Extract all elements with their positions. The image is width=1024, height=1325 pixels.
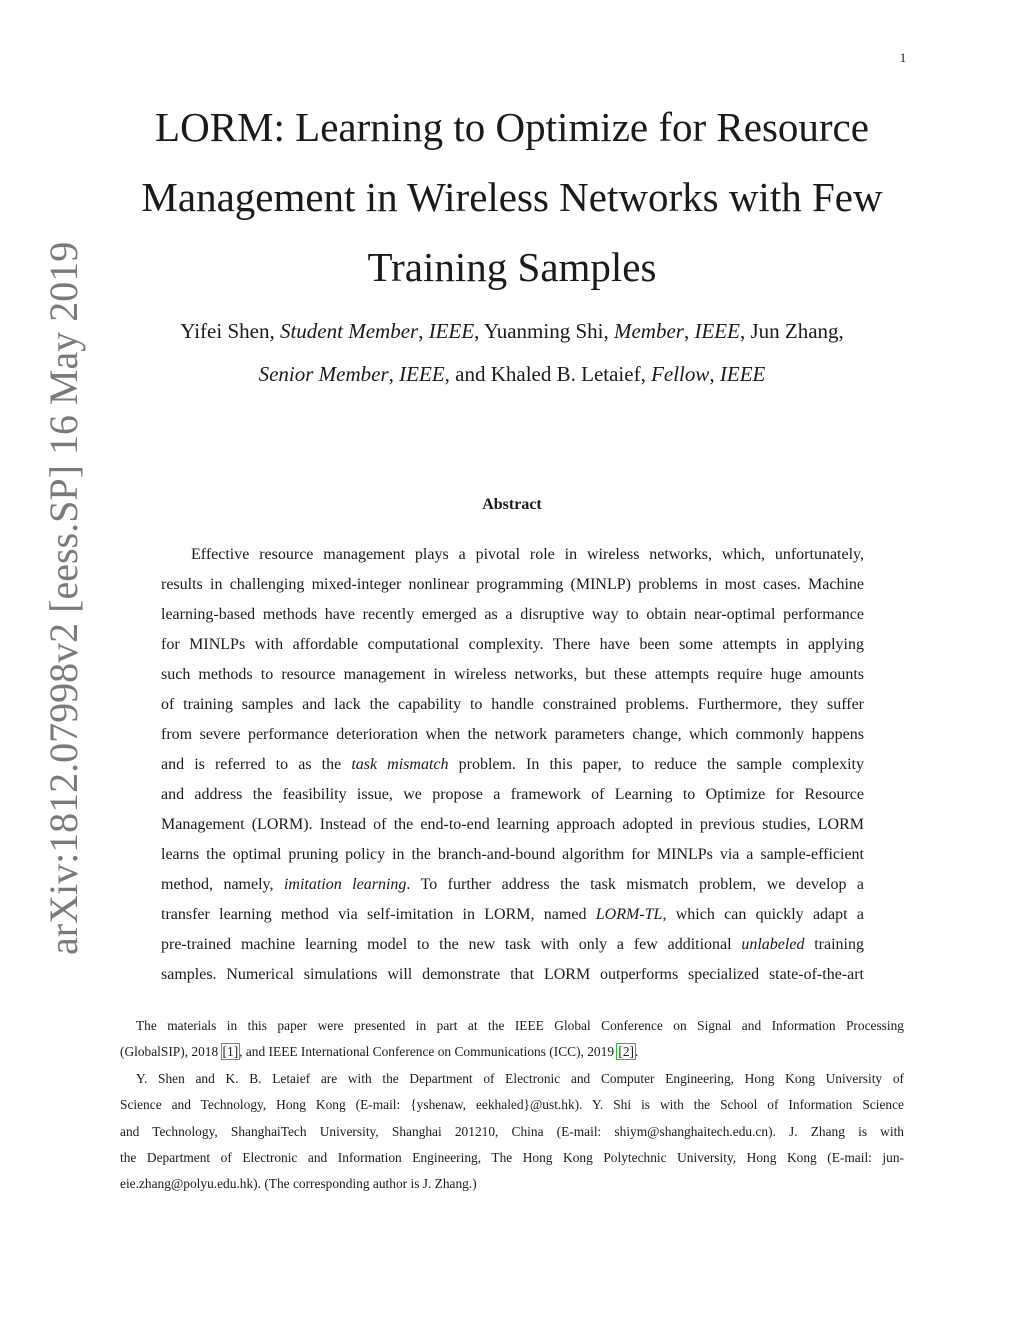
abstract-line: for MINLPs with affordable computational complexity. There have been some attempts in applying — [161, 636, 864, 653]
author-organization: IEEE — [399, 362, 445, 386]
author-line: Senior Member, IEEE, and Khaled B. Letaief, Fellow, IEEE — [258, 362, 766, 386]
abstract-line: of training samples and lack the capability to handle constrained problems. Furthermore, they suffer — [161, 696, 864, 713]
title-line: Training Samples — [367, 244, 657, 290]
footnote-line: eie.zhang@polyu.edu.hk). (The corresponding author is J. Zhang.) — [120, 1176, 477, 1192]
emphasis-term: LORM-TL — [595, 906, 663, 923]
author-membership: Member — [613, 319, 684, 343]
abstract-line — [161, 900, 864, 930]
footnote-line: the Department of Electronic and Information Engineering, The Hong Kong Polytechnic University, Hong Kong (E-mail: jun- — [120, 1149, 904, 1165]
abstract-text: pre-trained machine learning model to the new task with only a few additional — [161, 936, 742, 953]
author-organization: IEEE — [428, 319, 475, 343]
abstract-text: transfer learning method via self-imitation in LORM, named — [161, 906, 596, 923]
abstract-line: results in challenging mixed-integer nonlinear programming (MINLP) problems in most cases. Machine — [161, 576, 864, 593]
emphasis-term: unlabeled — [741, 936, 805, 953]
abstract-body — [161, 540, 864, 990]
paper-title — [112, 92, 912, 302]
author-name: , Jun Zhang, — [739, 319, 844, 343]
abstract-line: such methods to resource management in wireless networks, but these attempts require huge amounts — [161, 666, 864, 683]
author-name: Yifei Shen, — [180, 319, 280, 343]
citation-link[interactable]: [1] — [222, 1044, 239, 1060]
abstract-text: problem. In this paper, to reduce the sample complexity — [448, 756, 864, 773]
footnote-line: Science and Technology, Hong Kong (E-mail: {yshenaw, eekhaled}@ust.hk). Y. Shi is with the School of Information Science — [120, 1097, 904, 1113]
author-line: Yifei Shen, Student Member, IEEE, Yuanming Shi, Member, IEEE, Jun Zhang, — [180, 319, 844, 343]
footnote-text: , and IEEE International Conference on Communications (ICC), 2019 — [239, 1044, 618, 1060]
page-number: 1 — [899, 50, 907, 65]
title-line: Management in Wireless Networks with Few — [141, 174, 883, 220]
abstract-line: learning-based methods have recently emerged as a disruptive way to obtain near-optimal performance — [161, 606, 864, 623]
abstract-text: and is referred to as the — [161, 756, 352, 773]
title-line: LORM: Learning to Optimize for Resource — [155, 104, 869, 150]
footnotes — [120, 1013, 904, 1198]
author-membership: Student Member — [279, 319, 419, 343]
footnote-line — [120, 1039, 904, 1065]
abstract-text: method, namely, — [161, 876, 284, 893]
abstract-line: from severe performance deterioration when the network parameters change, which commonly happens — [161, 726, 864, 743]
author-name: , Yuanming Shi, — [474, 319, 614, 343]
abstract-line — [161, 930, 864, 960]
abstract-text: . To further address the task mismatch problem, we develop a — [406, 876, 865, 893]
author-organization: IEEE — [719, 362, 766, 386]
footnote-text: (GlobalSIP), 2018 — [120, 1044, 222, 1060]
footnote-line: Y. Shen and K. B. Letaief are with the Department of Electronic and Computer Engineering, Hong Kong University of — [136, 1070, 904, 1086]
author-organization: IEEE — [694, 319, 740, 343]
abstract-line — [161, 750, 864, 780]
abstract-line: Effective resource management plays a pivotal role in wireless networks, which, unfortunately, — [191, 546, 864, 563]
abstract-line: Management (LORM). Instead of the end-to-end learning approach adopted in previous studies, LORM — [161, 816, 864, 833]
author-membership: Senior Member — [258, 362, 389, 386]
emphasis-term: imitation learning — [283, 876, 407, 893]
abstract-heading: Abstract — [482, 496, 542, 513]
abstract-text: training — [804, 936, 865, 953]
emphasis-term: task mismatch — [351, 756, 449, 773]
arxiv-identifier-stamp[interactable]: arXiv:1812.07998v2 [eess.SP] 16 May 2019 — [41, 241, 86, 955]
abstract-text: , which can quickly adapt a — [662, 906, 865, 923]
footnote-line: and Technology, ShanghaiTech University, Shanghai 201210, China (E-mail: shiym@shanghaitech.edu.cn). J. Zhang is with — [120, 1123, 904, 1139]
abstract-line — [161, 870, 864, 900]
author-list — [112, 310, 912, 396]
abstract-line: learns the optimal pruning policy in the branch-and-bound algorithm for MINLPs via a sample-efficient — [161, 846, 864, 863]
author-name: , and Khaled B. Letaief, — [444, 362, 652, 386]
footnote-line: The materials in this paper were presented in part at the IEEE Global Conference on Signal and Information Processing — [136, 1018, 904, 1033]
abstract-line: and address the feasibility issue, we propose a framework of Learning to Optimize for Resource — [161, 786, 864, 803]
citation-link[interactable]: [2] — [618, 1044, 634, 1060]
abstract-line: samples. Numerical simulations will demonstrate that LORM outperforms specialized state-of-the-art — [161, 966, 864, 983]
footnote-text: . — [634, 1044, 639, 1060]
author-membership: Fellow — [651, 362, 710, 386]
